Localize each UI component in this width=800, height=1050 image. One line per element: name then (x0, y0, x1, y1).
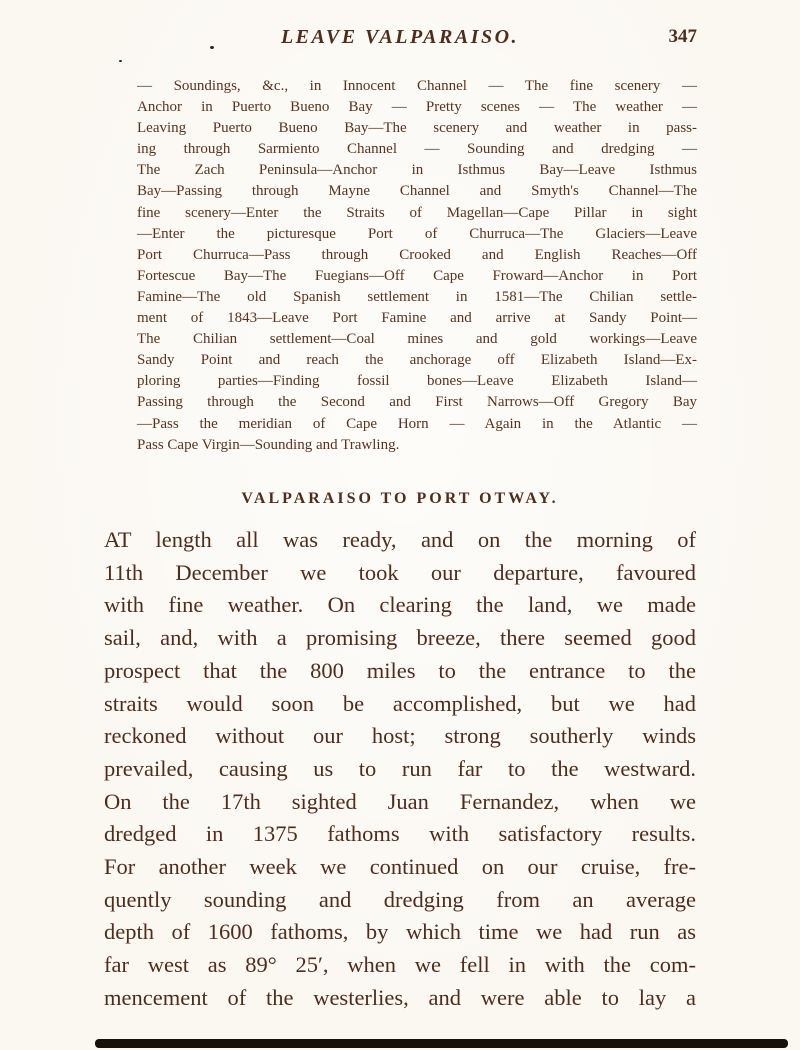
body-line: reckoned without our host; strong southerly winds (104, 723, 696, 749)
running-header-title: LEAVE VALPARAISO. (280, 26, 520, 48)
summary-line: Leaving Puerto Bueno Bay—The scenery and weather in pass- (137, 120, 697, 137)
scan-speck (119, 60, 122, 62)
scan-speck (210, 46, 214, 49)
summary-line: —Pass the meridian of Cape Horn — Again in the Atlantic — (137, 415, 697, 432)
body-line: dredged in 1375 fathoms with satisfactory results. (104, 821, 696, 847)
body-line: with fine weather. On clearing the land, we made (104, 592, 696, 618)
body-line: sail, and, with a promising breeze, there seemed good (104, 625, 696, 651)
scan-edge-artifact (95, 1039, 788, 1048)
summary-line: ing through Sarmiento Channel — Sounding and dredging — (137, 141, 697, 158)
chapter-summary (137, 76, 697, 456)
body-line: prevailed, causing us to run far to the westward. (104, 755, 696, 781)
section-heading: VALPARAISO TO PORT OTWAY. (241, 490, 559, 507)
body-line: depth of 1600 fathoms, by which time we had run as (104, 919, 696, 945)
summary-line: Anchor in Puerto Bueno Bay — Pretty scenes — The weather — (137, 99, 697, 116)
summary-line: The Zach Peninsula—Anchor in Isthmus Bay—Leave Isthmus (137, 162, 697, 179)
summary-line: Famine—The old Spanish settlement in 1581—The Chilian settle- (137, 288, 697, 305)
page-number: 347 (668, 26, 697, 47)
summary-line: Port Churruca—Pass through Crooked and English Reaches—Off (137, 246, 697, 263)
summary-line: ment of 1843—Leave Port Famine and arrive at Sandy Point— (137, 310, 697, 327)
body-line: far west as 89° 25′, when we fell in with the com- (104, 952, 696, 978)
body-line: For another week we continued on our cruise, fre- (104, 854, 696, 880)
summary-line: —Enter the picturesque Port of Churruca—The Glaciers—Leave (137, 225, 697, 242)
body-line: AT length all was ready, and on the morning of (104, 527, 696, 552)
summary-line: Fortescue Bay—The Fuegians—Off Cape Froward—Anchor in Port (137, 267, 697, 284)
body-line: quently sounding and dredging from an average (104, 886, 696, 912)
body-line: mencement of the westerlies, and were able to lay a (104, 984, 696, 1010)
summary-line: fine scenery—Enter the Straits of Magellan—Cape Pillar in sight (137, 204, 697, 221)
summary-line: The Chilian settlement—Coal mines and gold workings—Leave (137, 331, 697, 348)
body-line: straits would soon be accomplished, but we had (104, 690, 696, 716)
summary-line: — Soundings, &c., in Innocent Channel — The fine scenery — (137, 78, 697, 94)
summary-line: Bay—Passing through Mayne Channel and Smyth's Channel—The (137, 183, 697, 200)
body-line: On the 17th sighted Juan Fernandez, when we (104, 788, 696, 814)
body-line: 11th December we took our departure, favoured (104, 559, 696, 585)
running-header (0, 26, 800, 56)
summary-line: ploring parties—Finding fossil bones—Leave Elizabeth Island— (137, 373, 697, 390)
summary-line: Passing through the Second and First Narrows—Off Gregory Bay (137, 394, 697, 411)
body-paragraph (104, 524, 696, 1015)
body-line: prospect that the 800 miles to the entrance to the (104, 657, 696, 683)
summary-line: Sandy Point and reach the anchorage off Elizabeth Island—Ex- (137, 352, 697, 369)
summary-line: Pass Cape Virgin—Sounding and Trawling. (137, 436, 400, 453)
